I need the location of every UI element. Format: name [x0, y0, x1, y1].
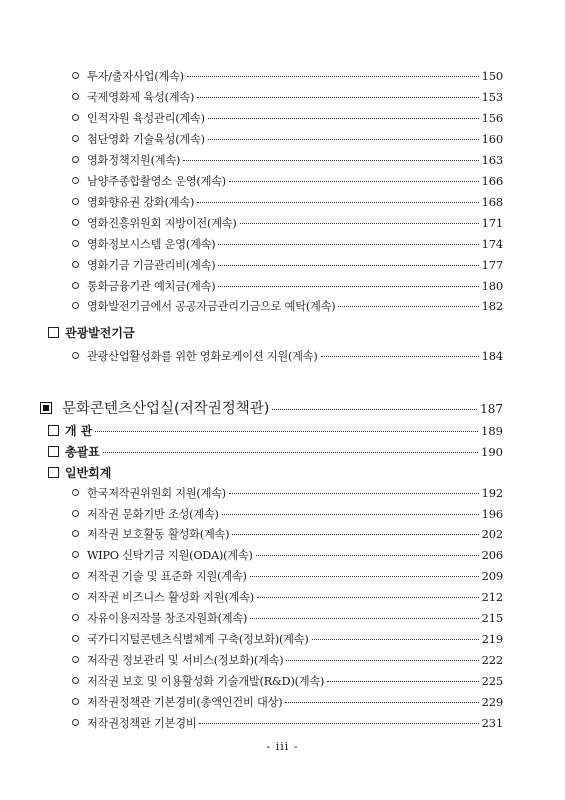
- toc-item-page: 153: [481, 90, 503, 104]
- toc-item-page: 180: [481, 279, 503, 293]
- circle-bullet-icon: [72, 156, 79, 163]
- toc-item-page: 182: [481, 299, 503, 313]
- dot-leader: [327, 681, 478, 682]
- toc-item-page: 160: [481, 132, 503, 146]
- toc-item[interactable]: [72, 110, 503, 126]
- toc-item-page: 215: [481, 611, 503, 625]
- circle-bullet-icon: [72, 177, 79, 184]
- toc-item-page: 229: [481, 695, 503, 709]
- toc-item[interactable]: [72, 215, 503, 231]
- section-page: 190: [481, 445, 503, 459]
- dot-leader: [187, 76, 479, 77]
- toc-item-title: 저작권정책관 기본경비(총액인건비 대상): [87, 696, 283, 709]
- circle-bullet-icon: [72, 572, 79, 579]
- toc-item[interactable]: [72, 547, 503, 563]
- toc-item[interactable]: [72, 568, 503, 584]
- toc-item[interactable]: [72, 694, 503, 710]
- circle-bullet-icon: [72, 135, 79, 142]
- chapter-page: 187: [480, 402, 503, 416]
- circle-bullet-icon: [72, 530, 79, 537]
- circle-bullet-icon: [72, 302, 79, 309]
- toc-item-title: 영화정책지원(계속): [87, 154, 181, 167]
- circle-bullet-icon: [72, 593, 79, 600]
- section-summary-table[interactable]: [48, 443, 503, 460]
- circle-bullet-icon: [72, 352, 79, 359]
- toc-item-page: 174: [481, 237, 503, 251]
- toc-item[interactable]: [72, 298, 503, 314]
- toc-item-page: 166: [481, 174, 503, 188]
- toc-item[interactable]: [72, 68, 503, 84]
- dot-leader: [240, 223, 479, 224]
- toc-item-title: 저작권 정보관리 및 서비스(정보화)(계속): [87, 654, 284, 667]
- toc-item-page: 222: [481, 653, 503, 667]
- toc-item[interactable]: [72, 589, 503, 605]
- toc-item[interactable]: [72, 257, 503, 273]
- dot-leader: [338, 306, 478, 307]
- section-title: 개 관: [65, 424, 93, 438]
- toc-item-title: 한국저작권위원회 지원(계속): [87, 487, 226, 500]
- section-general-account[interactable]: [48, 464, 503, 481]
- circle-bullet-icon: [72, 114, 79, 121]
- dot-leader: [197, 97, 478, 98]
- toc-item-page: 163: [481, 153, 503, 167]
- toc-item-page: 184: [481, 349, 503, 363]
- toc-item-title: 인적자원 육성관리(계속): [87, 112, 205, 125]
- toc-item-page: 156: [481, 111, 503, 125]
- toc-item-title: 저작권 보호 및 이용활성화 기술개발(R&D)(계속): [87, 675, 325, 688]
- toc-item[interactable]: [72, 631, 503, 647]
- circle-bullet-icon: [72, 719, 79, 726]
- dot-leader: [222, 514, 479, 515]
- toc-item-title: 영화발전기금에서 공공자금관리기금으로 예탁(계속): [87, 300, 336, 313]
- toc-item[interactable]: [72, 485, 503, 501]
- toc-item[interactable]: [72, 278, 503, 294]
- toc-item-title: 영화진흥위원회 지방이전(계속): [87, 217, 237, 230]
- circle-bullet-icon: [72, 698, 79, 705]
- toc-item-title: 국제영화제 육성(계속): [87, 91, 195, 104]
- toc-item[interactable]: [72, 715, 503, 731]
- dot-leader: [232, 534, 478, 535]
- toc-item-title: 투자/출자사업(계속): [87, 70, 184, 83]
- dot-leader: [257, 597, 479, 598]
- section-overview[interactable]: [48, 422, 503, 439]
- dot-leader: [208, 118, 479, 119]
- toc-item-page: 192: [481, 486, 503, 500]
- dot-leader: [183, 160, 478, 161]
- circle-bullet-icon: [72, 282, 79, 289]
- dot-leader: [197, 202, 478, 203]
- toc-item-title: 영화향유권 강화(계속): [87, 196, 195, 209]
- circle-bullet-icon: [72, 656, 79, 663]
- toc-item-page: 209: [481, 569, 503, 583]
- square-bullet-icon: [48, 425, 59, 436]
- section-page: 189: [481, 424, 503, 438]
- toc-item[interactable]: [72, 348, 503, 364]
- circle-bullet-icon: [72, 551, 79, 558]
- toc-item[interactable]: [72, 506, 503, 522]
- toc-item-title: 영화정보시스템 운영(계속): [87, 238, 216, 251]
- toc-item[interactable]: [72, 194, 503, 210]
- circle-bullet-icon: [72, 72, 79, 79]
- toc-item-title: 저작권 보호활동 활성화(계속): [87, 528, 230, 541]
- section-title: 관광발전기금: [65, 326, 135, 340]
- circle-bullet-icon: [72, 93, 79, 100]
- dot-leader: [250, 618, 478, 619]
- toc-item-page: 212: [481, 590, 503, 604]
- circle-bullet-icon: [72, 614, 79, 621]
- circle-bullet-icon: [72, 510, 79, 517]
- toc-item-title: 남양주종합촬영소 운영(계속): [87, 175, 226, 188]
- toc-item-title: 저작권정책관 기본경비: [87, 717, 197, 730]
- dot-leader: [272, 409, 477, 410]
- toc-item-title: 저작권 비즈니스 활성화 지원(계속): [87, 591, 254, 604]
- circle-bullet-icon: [72, 219, 79, 226]
- toc-item-title: 첨단영화 기술육성(계속): [87, 133, 205, 146]
- toc-item-page: 150: [481, 69, 503, 83]
- dot-leader: [229, 181, 479, 182]
- toc-item-title: 국가디지털콘텐츠식별체계 구축(정보화)(계속): [87, 633, 309, 646]
- toc-item[interactable]: [72, 652, 503, 668]
- circle-bullet-icon: [72, 198, 79, 205]
- dot-leader: [312, 639, 479, 640]
- dot-leader: [218, 265, 478, 266]
- toc-item[interactable]: [72, 236, 503, 252]
- dot-leader: [250, 576, 479, 577]
- chapter-heading[interactable]: [40, 397, 503, 418]
- section-title: 총괄표: [65, 445, 100, 459]
- toc-item-title: WIPO 신탁기금 지원(ODA)(계속): [87, 549, 253, 562]
- dot-leader: [285, 702, 478, 703]
- circle-bullet-icon: [72, 261, 79, 268]
- circle-bullet-icon: [72, 677, 79, 684]
- toc-item-page: 177: [481, 258, 503, 272]
- toc-item-title: 저작권 기술 및 표준화 지원(계속): [87, 570, 247, 583]
- circle-bullet-icon: [72, 489, 79, 496]
- toc-item-page: 231: [481, 716, 503, 730]
- toc-item-page: 171: [481, 216, 503, 230]
- toc-item-page: 206: [481, 548, 503, 562]
- toc-item-page: 168: [481, 195, 503, 209]
- dot-leader: [95, 431, 478, 432]
- page-number: - iii -: [266, 740, 299, 753]
- square-bullet-icon: [48, 327, 59, 338]
- toc-item[interactable]: [72, 89, 503, 105]
- toc-item[interactable]: [72, 152, 503, 168]
- toc-item-page: 202: [481, 527, 503, 541]
- dot-leader: [218, 244, 478, 245]
- section-title: 일반회계: [65, 466, 112, 480]
- square-bullet-icon: [48, 446, 59, 457]
- toc-item-title: 관광산업활성화를 위한 영화로케이션 지원(계속): [87, 350, 318, 363]
- toc-item[interactable]: [72, 673, 503, 689]
- toc-item-title: 자유이용저작물 창조자원화(계속): [87, 612, 248, 625]
- toc-item-title: 통화금융기관 예치금(계속): [87, 280, 216, 293]
- dot-leader: [229, 493, 479, 494]
- toc-item[interactable]: [72, 610, 503, 626]
- circle-bullet-icon: [72, 240, 79, 247]
- toc-item-page: 219: [481, 632, 503, 646]
- dot-leader: [208, 139, 479, 140]
- toc-item-title: 영화기금 기금관리비(계속): [87, 259, 216, 272]
- toc-item[interactable]: [72, 131, 503, 147]
- dot-leader: [256, 555, 479, 556]
- dot-leader: [321, 356, 479, 357]
- dot-leader: [199, 723, 478, 724]
- toc-item[interactable]: [72, 526, 503, 542]
- toc-item-page: 196: [481, 507, 503, 521]
- circle-bullet-icon: [72, 635, 79, 642]
- toc-item-title: 저작권 문화기반 조성(계속): [87, 508, 219, 521]
- section-tourism-fund[interactable]: [48, 324, 503, 341]
- dot-leader: [218, 286, 478, 287]
- toc-item[interactable]: [72, 173, 503, 189]
- dot-leader: [103, 452, 478, 453]
- chapter-title: 문화콘텐츠산업실(저작권정책관): [62, 401, 270, 417]
- filled-square-icon: [40, 402, 52, 414]
- square-bullet-icon: [48, 467, 59, 478]
- toc-item-page: 225: [481, 674, 503, 688]
- dot-leader: [286, 660, 478, 661]
